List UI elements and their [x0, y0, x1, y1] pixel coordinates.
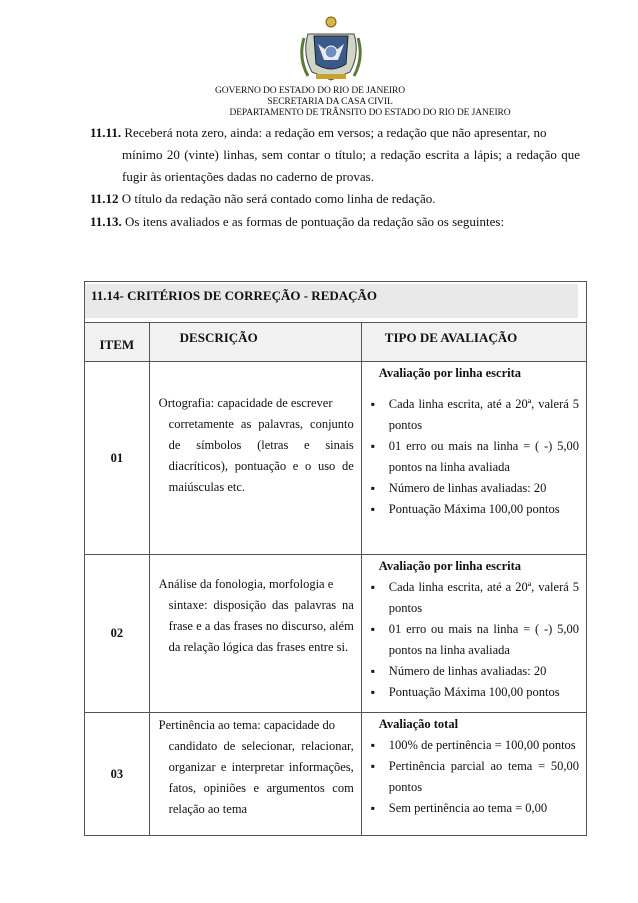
list-item: ▪ Pontuação Máxima 100,00 pontos — [369, 682, 579, 703]
evaluation-cell — [363, 714, 585, 823]
list-item: ▪ Número de linhas avaliadas: 20 — [369, 478, 579, 499]
paragraph-continuation: mínimo 20 (vinte) linhas, sem contar o título; a redação escrita a lápis; a redação que fugir às orientações dadas no caderno de provas. — [122, 147, 580, 184]
list-item: ▪ 01 erro ou mais na linha = ( -) 5,00 pontos na linha avaliada — [369, 436, 579, 478]
column-header-evaluation: TIPO DE AVALIAÇÃO — [361, 323, 586, 362]
list-item: ▪ 100% de pertinência = 100,00 pontos — [369, 735, 579, 756]
paragraph-text: Os itens avaliados e as formas de pontuação da redação são os seguintes: — [121, 214, 505, 229]
item-description: Análise da fonologia, morfologia e sintaxe: disposição das palavras na frase e a das frases no discurso, além da relação lógica das frases entre si. — [158, 577, 354, 654]
paragraph-11-13 — [90, 211, 580, 233]
paragraph-11-11 — [90, 122, 580, 188]
table-row — [85, 713, 587, 836]
list-item: ▪ Número de linhas avaliadas: 20 — [369, 661, 579, 682]
criteria-table — [84, 281, 587, 836]
table-title: 11.14- CRITÉRIOS DE CORREÇÃO - REDAÇÃO — [85, 284, 578, 318]
paragraph-number: 11.11. — [90, 125, 122, 140]
list-item: ▪ Cada linha escrita, até a 20ª, valerá 5 pontos — [369, 394, 579, 436]
list-item: ▪ Pertinência parcial ao tema = 50,00 pontos — [369, 756, 579, 798]
list-item: ▪ Pontuação Máxima 100,00 pontos — [369, 499, 579, 520]
list-item: ▪ 01 erro ou mais na linha = ( -) 5,00 pontos na linha avaliada — [369, 619, 579, 661]
evaluation-title: Avaliação por linha escrita — [378, 366, 522, 380]
item-number: 01 — [85, 362, 150, 555]
list-item: ▪ Sem pertinência ao tema = 0,00 — [369, 798, 579, 819]
evaluation-cell — [363, 363, 585, 524]
item-description: Ortografia: capacidade de escrever corretamente as palavras, conjunto de símbolos (letras e sinais diacríticos), pontuação e o uso de maiúsculas etc. — [158, 396, 354, 494]
table-row — [85, 362, 587, 555]
item-number: 02 — [85, 555, 150, 713]
evaluation-title: Avaliação total — [378, 717, 459, 731]
column-header-description: DESCRIÇÃO — [149, 323, 361, 362]
paragraph-11-12 — [90, 188, 580, 210]
evaluation-cell — [363, 556, 585, 707]
header-line-2: SECRETARIA DA CASA CIVIL — [267, 97, 393, 107]
evaluation-title: Avaliação por linha escrita — [378, 559, 522, 573]
item-number: 03 — [85, 713, 150, 836]
item-description: Pertinência ao tema: capacidade do candidato de selecionar, relacionar, organizar e interpretar informações, fatos, opiniões e argumentos com relação ao tema — [158, 718, 354, 816]
paragraph-text: O título da redação não será contado como linha de redação. — [118, 191, 436, 206]
paragraph-text: Receberá nota zero, ainda: a redação em versos; a redação que não apresentar, no — [121, 125, 547, 140]
table-row — [85, 555, 587, 713]
column-header-item: ITEM — [85, 323, 150, 362]
header-line-3: DEPARTAMENTO DE TRÂNSITO DO ESTADO DO RIO DE JANEIRO — [229, 108, 511, 118]
paragraph-number: 11.12 — [90, 191, 119, 206]
list-item: ▪ Cada linha escrita, até a 20ª, valerá 5 pontos — [369, 577, 579, 619]
header-line-1: GOVERNO DO ESTADO DO RIO DE JANEIRO — [215, 86, 405, 96]
paragraph-number: 11.13. — [90, 214, 122, 229]
state-coat-of-arms-icon — [298, 14, 364, 84]
